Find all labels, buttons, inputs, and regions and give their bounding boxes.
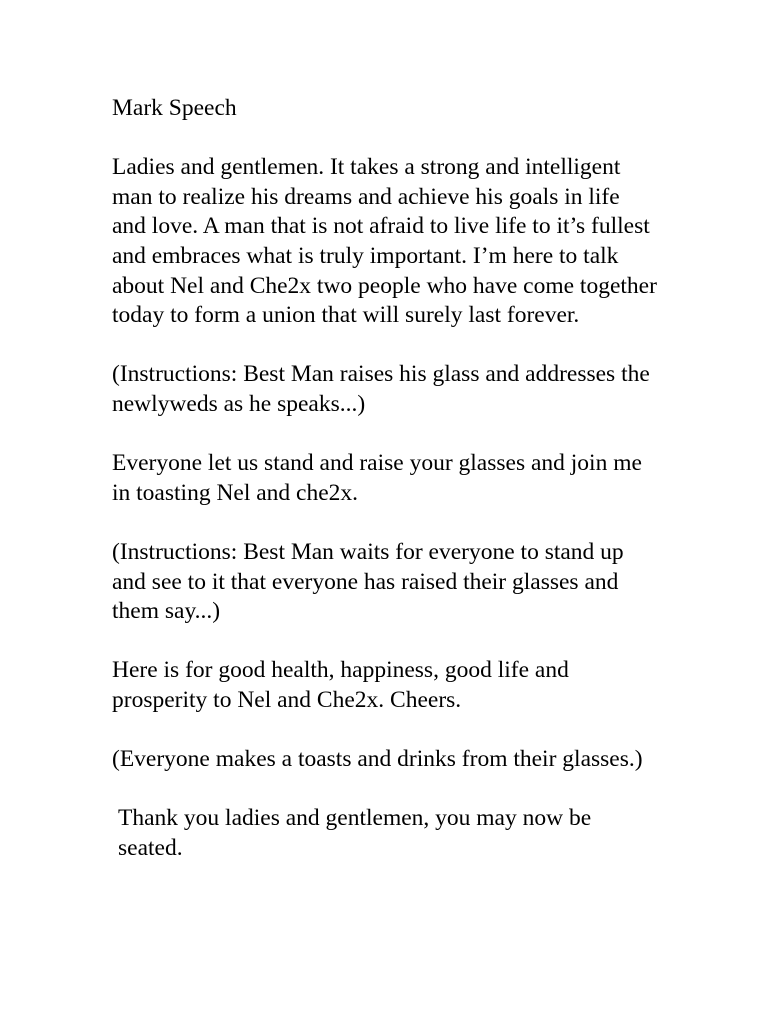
paragraph-closing: Thank you ladies and gentlemen, you may now be seated. [118,805,592,861]
paragraph-instruction-wait: (Instructions: Best Man waits for everyone to stand up and see to it that everyone has raised their glasses and them say...) [112,538,624,625]
paragraph-instruction-raise-glass: (Instructions: Best Man raises his glass and addresses the newlyweds as he speaks...) [112,361,650,417]
document-page [112,94,657,893]
paragraph-invite-toast: Everyone let us stand and raise your glasses and join me in toasting Nel and che2x. [112,450,642,506]
paragraph-toast: Here is for good health, happiness, good life and prosperity to Nel and Che2x. Cheers. [112,657,569,713]
paragraph-opening: Ladies and gentlemen. It takes a strong and intelligent man to realize his dreams and achieve his goals in life and love. A man that is not afraid to live life to it’s fullest and embraces what is truly important. I’m here to talk about Nel and Che2x two people who have come together today to form a union that will surely last forever. [112,154,657,329]
paragraph-instruction-drink: (Everyone makes a toasts and drinks from their glasses.) [112,746,643,773]
document-title: Mark Speech [112,95,237,121]
